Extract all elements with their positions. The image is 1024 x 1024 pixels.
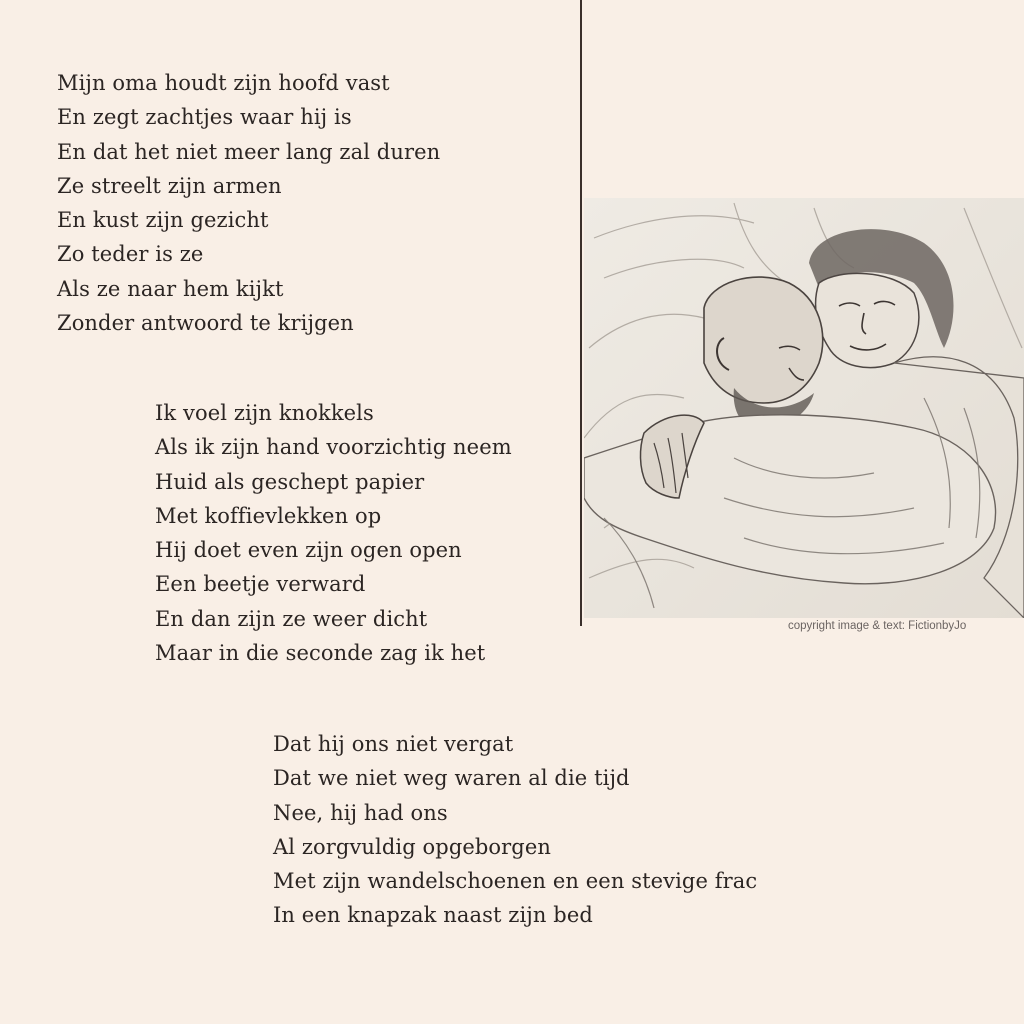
poem-line: Als ik zijn hand voorzichtig neem bbox=[155, 435, 512, 460]
poem-line: Mijn oma houdt zijn hoofd vast bbox=[57, 71, 390, 95]
copyright-caption: copyright image & text: FictionbyJo bbox=[788, 620, 967, 632]
poem-line: Maar in die seconde zag ik het bbox=[155, 641, 486, 666]
poem-line: Zo teder is ze bbox=[57, 242, 204, 267]
poem-line: En dan zijn ze weer dicht bbox=[155, 606, 428, 631]
poem-line: Ik voel zijn knokkels bbox=[155, 401, 374, 425]
poem-line: In een knapzak naast zijn bed bbox=[273, 903, 593, 928]
poem-line: Met koffievlekken op bbox=[155, 503, 382, 528]
poem-stanza-1 bbox=[57, 66, 440, 340]
poem-stanza-3 bbox=[273, 727, 757, 933]
poem-line: Als ze naar hem kijkt bbox=[57, 276, 284, 301]
pencil-sketch-illustration bbox=[584, 198, 1024, 618]
poem-line: Huid als geschept papier bbox=[155, 469, 425, 494]
poem-line: Hij doet even zijn ogen open bbox=[155, 538, 462, 563]
poem-line: En zegt zachtjes waar hij is bbox=[57, 105, 352, 130]
vertical-divider bbox=[580, 0, 582, 626]
poem-line: Ze streelt zijn armen bbox=[57, 173, 282, 198]
poem-line: Een beetje verward bbox=[155, 572, 366, 597]
embracing-couple-sketch bbox=[584, 198, 1024, 618]
poem-line: Nee, hij had ons bbox=[273, 800, 448, 825]
poem-line: En dat het niet meer lang zal duren bbox=[57, 139, 441, 164]
poem-line: Al zorgvuldig opgeborgen bbox=[273, 834, 552, 859]
poem-stanza-2 bbox=[155, 396, 512, 670]
poem-line: Zonder antwoord te krijgen bbox=[57, 311, 354, 336]
poem-line: Dat we niet weg waren al die tijd bbox=[273, 766, 630, 791]
poem-line: Met zijn wandelschoenen en een stevige frac bbox=[273, 869, 758, 894]
poem-line: Dat hij ons niet vergat bbox=[273, 732, 514, 756]
poem-line: En kust zijn gezicht bbox=[57, 208, 269, 233]
